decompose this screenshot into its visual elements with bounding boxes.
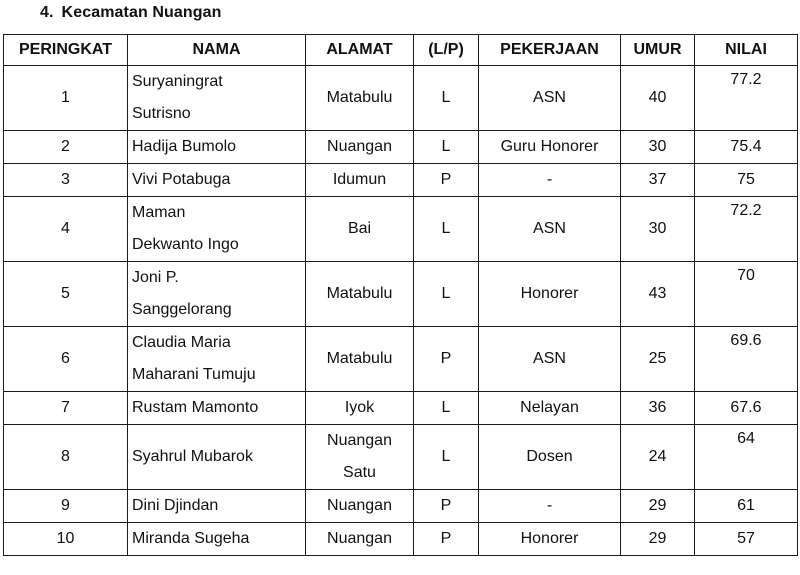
cell-job: Nelayan — [479, 392, 621, 425]
cell-age: 29 — [621, 490, 695, 523]
table-header-row — [4, 35, 798, 66]
cell-name-line2: Sutrisno — [132, 105, 191, 122]
ranking-table — [3, 34, 798, 556]
cell-address: Idumun — [306, 164, 414, 197]
cell-score: 75 — [695, 164, 798, 197]
cell-rank: 9 — [4, 490, 128, 523]
cell-address: Nuangan — [306, 490, 414, 523]
table-row — [4, 327, 798, 392]
cell-age: 29 — [621, 523, 695, 556]
table-row — [4, 66, 798, 131]
cell-gender: L — [414, 131, 479, 164]
cell-age: 30 — [621, 197, 695, 262]
cell-gender: P — [414, 490, 479, 523]
cell-address-line1: Nuangan — [327, 432, 392, 449]
cell-job: - — [479, 490, 621, 523]
cell-name: Rustam Mamonto — [128, 392, 306, 425]
header-name: NAMA — [128, 35, 306, 66]
cell-name — [128, 327, 306, 392]
cell-name — [128, 197, 306, 262]
cell-address: Matabulu — [306, 327, 414, 392]
cell-score: 61 — [695, 490, 798, 523]
cell-rank: 7 — [4, 392, 128, 425]
cell-address: Nuangan — [306, 131, 414, 164]
cell-age: 43 — [621, 262, 695, 327]
cell-name: Syahrul Mubarok — [128, 425, 306, 490]
cell-address: Bai — [306, 197, 414, 262]
cell-rank: 10 — [4, 523, 128, 556]
cell-name: Hadija Bumolo — [128, 131, 306, 164]
cell-rank: 8 — [4, 425, 128, 490]
cell-age: 25 — [621, 327, 695, 392]
cell-job: Honorer — [479, 523, 621, 556]
cell-rank: 3 — [4, 164, 128, 197]
cell-gender: L — [414, 66, 479, 131]
cell-rank: 2 — [4, 131, 128, 164]
section-number: 4. — [40, 4, 54, 21]
cell-gender: P — [414, 523, 479, 556]
cell-gender: P — [414, 164, 479, 197]
cell-rank: 6 — [4, 327, 128, 392]
table-row — [4, 392, 798, 425]
cell-rank: 5 — [4, 262, 128, 327]
cell-score: 69.6 — [695, 327, 798, 392]
cell-rank: 4 — [4, 197, 128, 262]
cell-age: 40 — [621, 66, 695, 131]
cell-name — [128, 66, 306, 131]
cell-age: 37 — [621, 164, 695, 197]
header-job: PEKERJAAN — [479, 35, 621, 66]
cell-address: Nuangan — [306, 523, 414, 556]
cell-score: 75.4 — [695, 131, 798, 164]
cell-gender: L — [414, 425, 479, 490]
cell-gender: P — [414, 327, 479, 392]
cell-job: ASN — [479, 197, 621, 262]
table-row — [4, 523, 798, 556]
cell-job: ASN — [479, 66, 621, 131]
cell-gender: L — [414, 392, 479, 425]
cell-name: Dini Djindan — [128, 490, 306, 523]
cell-name: Miranda Sugeha — [128, 523, 306, 556]
table-row — [4, 425, 798, 490]
cell-job: Dosen — [479, 425, 621, 490]
cell-name — [128, 262, 306, 327]
cell-name-line1: Suryaningrat — [132, 73, 223, 90]
cell-name-line1: Claudia Maria — [132, 334, 231, 351]
cell-address-line2: Satu — [343, 464, 376, 481]
cell-name-line2: Maharani Tumuju — [132, 366, 256, 383]
header-age: UMUR — [621, 35, 695, 66]
cell-job: - — [479, 164, 621, 197]
cell-job: Guru Honorer — [479, 131, 621, 164]
cell-rank: 1 — [4, 66, 128, 131]
cell-age: 30 — [621, 131, 695, 164]
cell-name-line2: Sanggelorang — [132, 301, 232, 318]
cell-score: 67.6 — [695, 392, 798, 425]
header-score: NILAI — [695, 35, 798, 66]
cell-score: 64 — [695, 425, 798, 490]
table-row — [4, 490, 798, 523]
cell-name-line2: Dekwanto Ingo — [132, 236, 239, 253]
cell-address — [306, 425, 414, 490]
cell-age: 36 — [621, 392, 695, 425]
table-row — [4, 164, 798, 197]
table-row — [4, 131, 798, 164]
section-title: Kecamatan Nuangan — [61, 4, 222, 21]
cell-address: Iyok — [306, 392, 414, 425]
cell-name: Vivi Potabuga — [128, 164, 306, 197]
cell-age: 24 — [621, 425, 695, 490]
header-gender: (L/P) — [414, 35, 479, 66]
cell-address: Matabulu — [306, 66, 414, 131]
table-row — [4, 262, 798, 327]
cell-name-line1: Joni P. — [132, 269, 179, 286]
cell-score: 77.2 — [695, 66, 798, 131]
cell-address: Matabulu — [306, 262, 414, 327]
cell-score: 70 — [695, 262, 798, 327]
table-row — [4, 197, 798, 262]
cell-gender: L — [414, 197, 479, 262]
header-rank: PERINGKAT — [4, 35, 128, 66]
cell-score: 72.2 — [695, 197, 798, 262]
cell-gender: L — [414, 262, 479, 327]
cell-job: Honorer — [479, 262, 621, 327]
cell-name-line1: Maman — [132, 204, 186, 221]
section-heading — [40, 4, 222, 22]
cell-job: ASN — [479, 327, 621, 392]
cell-score: 57 — [695, 523, 798, 556]
header-address: ALAMAT — [306, 35, 414, 66]
